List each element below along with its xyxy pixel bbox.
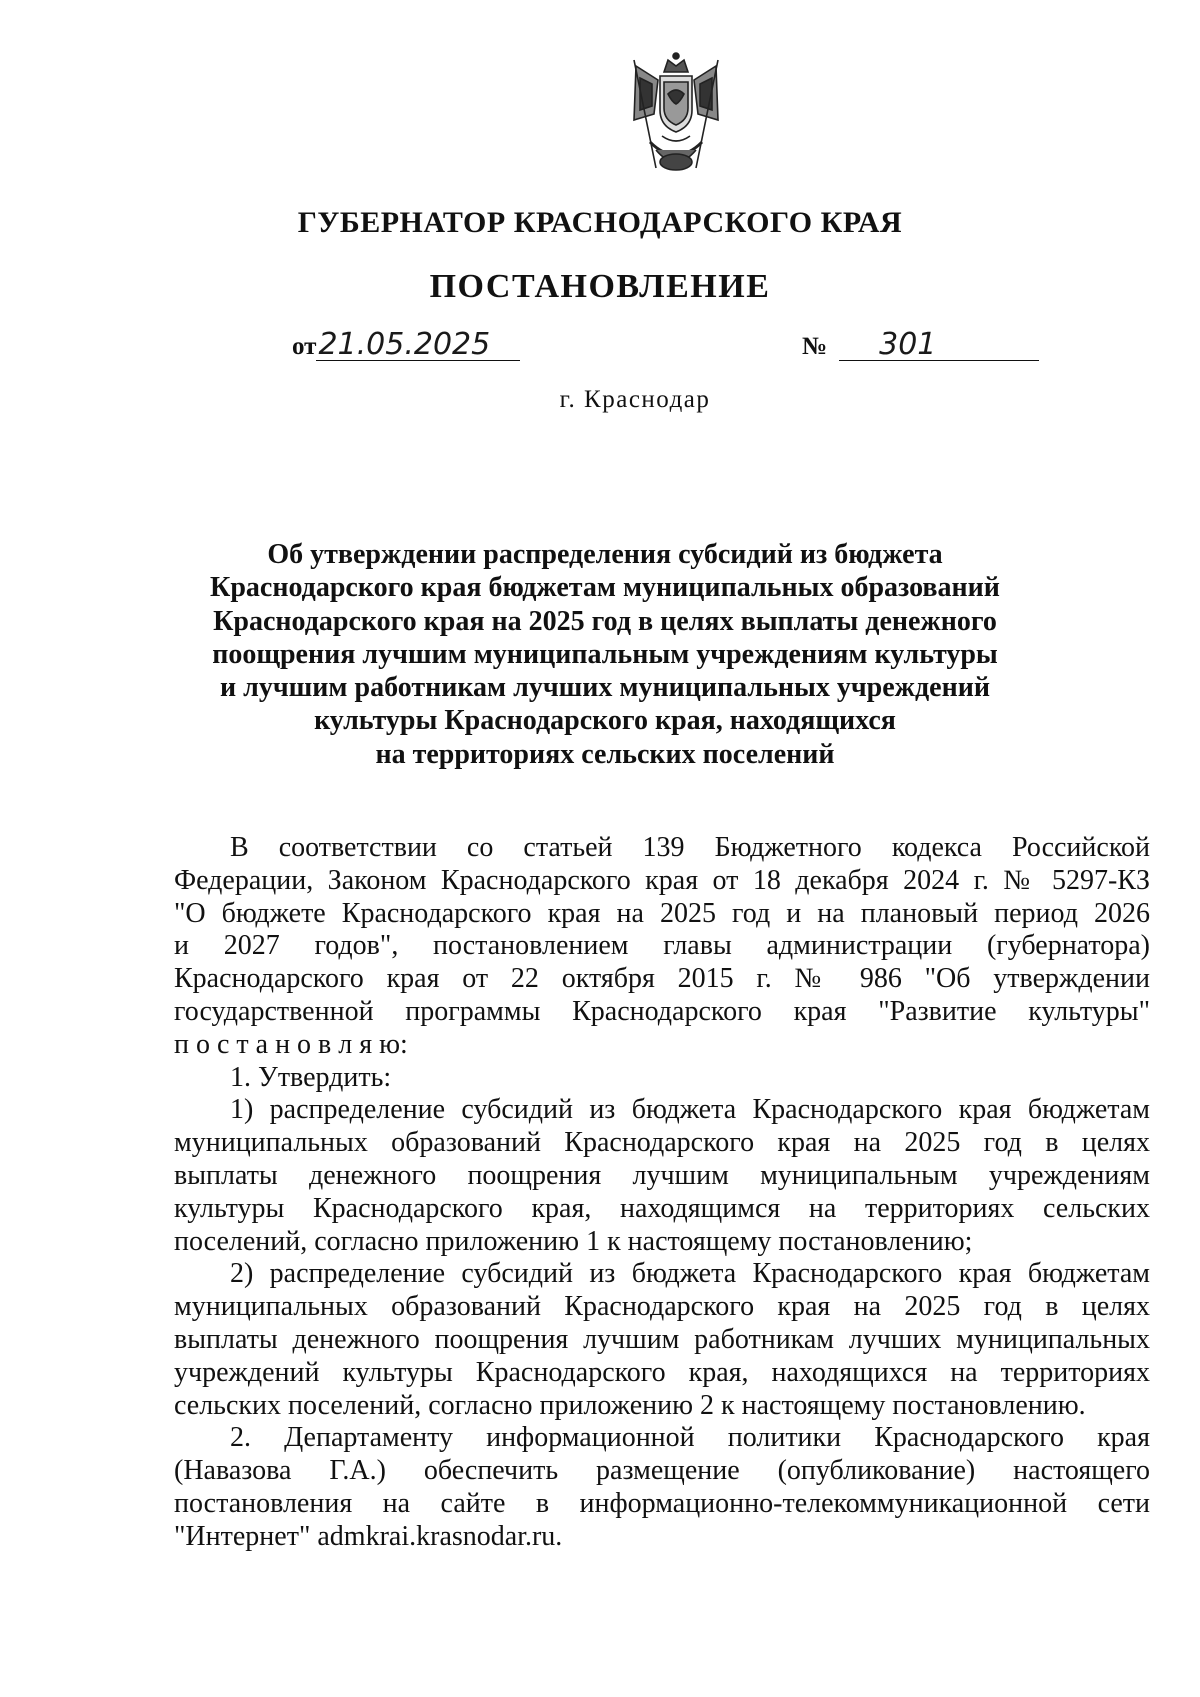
text-line: муниципальных образований Краснодарского края на 2025 год в целях xyxy=(174,1291,1150,1323)
text-line: сельских поселений, согласно приложению 2 к настоящему постановлению. xyxy=(174,1389,1086,1421)
document-body xyxy=(174,832,1150,1554)
document-number xyxy=(802,327,1039,362)
text-line: поселений, согласно приложению 1 к настоящему постановлению; xyxy=(174,1225,973,1257)
text-line: В соответствии со статьей 139 Бюджетного кодекса Российской xyxy=(230,832,1150,863)
subject-line: Краснодарского края на 2025 год в целях выплаты денежного xyxy=(213,605,997,637)
text-line: Федерации, Законом Краснодарского края от 18 декабря 2024 г. № 5297-КЗ xyxy=(174,864,1150,896)
document-subject xyxy=(190,538,1020,771)
text-line: "О бюджете Краснодарского края на 2025 год и на плановый период 2026 xyxy=(174,897,1150,929)
text-line: культуры Краснодарского края, находящимся на территориях сельских xyxy=(174,1192,1150,1224)
item-1-1-paragraph xyxy=(174,1094,1150,1258)
subject-line: культуры Краснодарского края, находящихся xyxy=(314,705,896,737)
preamble-paragraph xyxy=(174,832,1150,1062)
text-line: учреждений культуры Краснодарского края, находящихся на территориях xyxy=(174,1356,1150,1388)
item-1-heading xyxy=(174,1062,1150,1095)
resolve-word: п о с т а н о в л я ю: xyxy=(174,1028,408,1060)
coat-of-arms-emblem xyxy=(626,50,726,182)
subject-line: на территориях сельских поселений xyxy=(375,738,835,770)
document-date xyxy=(292,327,520,362)
text-line: государственной программы Краснодарского края "Развитие культуры" xyxy=(174,995,1150,1027)
text-line: 1. Утвердить: xyxy=(230,1061,392,1093)
city: г. Краснодар xyxy=(559,386,711,413)
text-line: 2) распределение субсидий из бюджета Краснодарского края бюджетам xyxy=(230,1258,1150,1290)
text-line: выплаты денежного поощрения лучшим работникам лучших муниципальных xyxy=(174,1323,1150,1355)
subject-line: и лучшим работникам лучших муниципальных учреждений xyxy=(220,672,990,704)
text-line: 2. Департаменту информационной политики Краснодарского края xyxy=(230,1422,1150,1454)
number-value: 301 xyxy=(839,330,1039,361)
website-reference: "Интернет" admkrai.krasnodar.ru. xyxy=(174,1520,563,1552)
text-line: выплаты денежного поощрения лучшим муниципальным учреждениям xyxy=(174,1159,1150,1191)
text-line: постановления на сайте в информационно-телекоммуникационной сети xyxy=(174,1487,1150,1519)
item-2-paragraph xyxy=(174,1422,1150,1553)
text-line: и 2027 годов", постановлением главы администрации (губернатора) xyxy=(174,930,1150,962)
text-line: 1) распределение субсидий из бюджета Краснодарского края бюджетам xyxy=(230,1094,1150,1126)
date-prefix: от xyxy=(292,333,317,360)
issuing-authority: ГУБЕРНАТОР КРАСНОДАРСКОГО КРАЯ xyxy=(297,206,903,239)
text-line: Краснодарского края от 22 октября 2015 г. № 986 "Об утверждении xyxy=(174,963,1150,995)
subject-line: Об утверждении распределения субсидий из бюджета xyxy=(267,539,943,570)
text-line: муниципальных образований Краснодарского края на 2025 год в целях xyxy=(174,1127,1150,1159)
document-type: ПОСТАНОВЛЕНИЕ xyxy=(429,268,771,305)
text-line: (Навазова Г.А.) обеспечить размещение (опубликование) настоящего xyxy=(174,1455,1150,1487)
subject-line: Краснодарского края бюджетам муниципальных образований xyxy=(210,572,1000,604)
item-1-2-paragraph xyxy=(174,1258,1150,1422)
subject-line: поощрения лучшим муниципальным учреждениям культуры xyxy=(212,638,998,670)
date-value: 21.05.2025 xyxy=(316,330,520,361)
number-prefix: № xyxy=(802,333,828,360)
